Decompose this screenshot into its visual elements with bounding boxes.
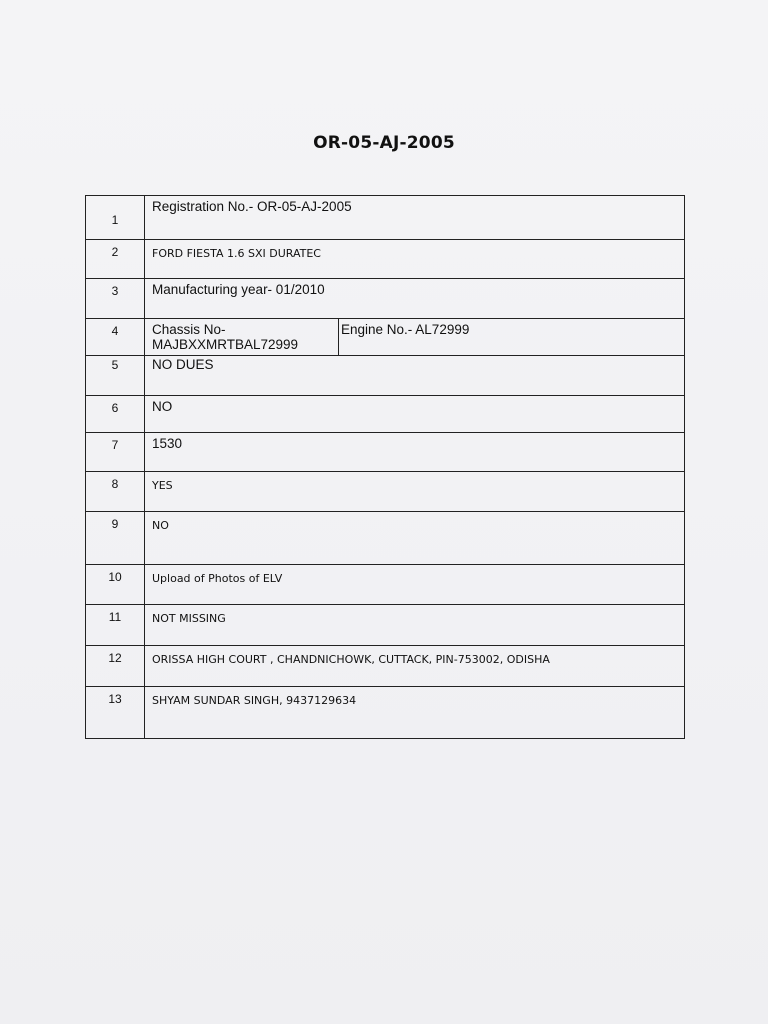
row-number: 10: [86, 565, 145, 604]
row-number: 9: [86, 512, 145, 564]
row-number: 13: [86, 687, 145, 738]
document-title: OR-05-AJ-2005: [313, 133, 455, 153]
chassis-value: MAJBXXMRTBAL72999: [152, 337, 299, 352]
vehicle-model: FORD FIESTA 1.6 SXI DURATEC: [152, 247, 321, 260]
owner-contact: SHYAM SUNDAR SINGH, 9437129634: [152, 694, 357, 707]
table-row: [86, 319, 684, 356]
row-number: 5: [86, 356, 145, 395]
table-row: [86, 605, 684, 646]
table-row: [86, 687, 684, 738]
row-number: 4: [86, 319, 145, 355]
row-number: 1: [86, 196, 145, 239]
row-number: 6: [86, 396, 145, 432]
table-row: [86, 433, 684, 472]
registration-number: Registration No.- OR-05-AJ-2005: [152, 199, 352, 214]
table-row: [86, 512, 684, 565]
table-row: [86, 279, 684, 319]
row-number: 8: [86, 472, 145, 511]
row-number: 11: [86, 605, 145, 645]
row-value: 1530: [152, 436, 183, 451]
dues-status: NO DUES: [152, 357, 214, 372]
missing-status: NOT MISSING: [152, 612, 226, 625]
table-row: [86, 565, 684, 605]
chassis-engine-cell: [145, 319, 684, 355]
address: ORISSA HIGH COURT , CHANDNICHOWK, CUTTACK, PIN-753002, ODISHA: [152, 653, 550, 666]
row-number: 3: [86, 279, 145, 318]
table-row: [86, 396, 684, 433]
row-value: NO: [152, 519, 169, 532]
manufacturing-year: Manufacturing year- 01/2010: [152, 282, 325, 297]
row-number: 12: [86, 646, 145, 686]
row-number: 2: [86, 240, 145, 278]
chassis-label: Chassis No-: [152, 322, 226, 337]
row-number: 7: [86, 433, 145, 471]
engine-number: Engine No.- AL72999: [341, 322, 470, 337]
table-row: [86, 240, 684, 279]
table-row: [86, 646, 684, 687]
photos-upload: Upload of Photos of ELV: [152, 572, 283, 585]
table-row: [86, 196, 684, 240]
vehicle-details-table: [85, 195, 685, 739]
chassis-number: [145, 319, 339, 355]
row-value: NO: [152, 399, 173, 414]
row-value: YES: [152, 479, 173, 492]
table-row: [86, 356, 684, 396]
table-row: [86, 472, 684, 512]
